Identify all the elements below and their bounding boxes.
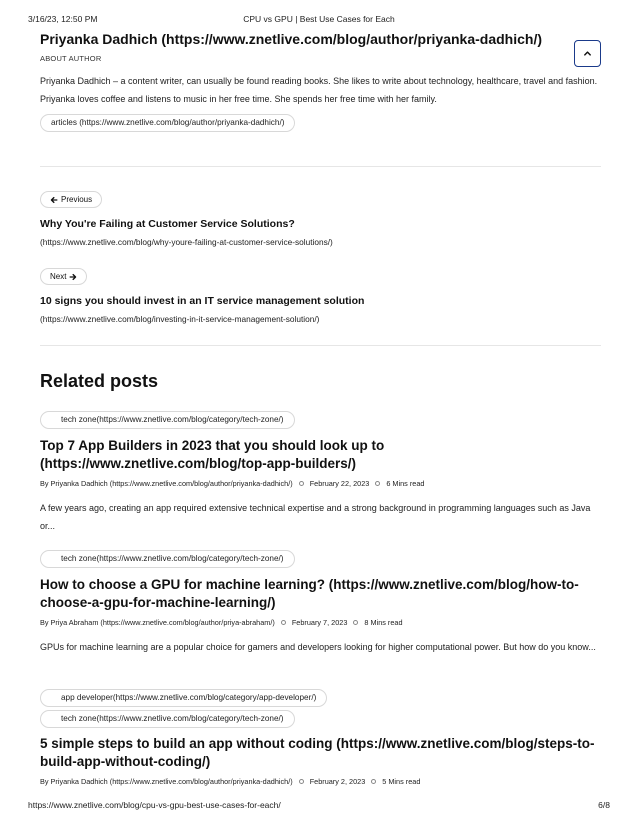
previous-post-title[interactable]: Why You're Failing at Customer Service Solutions? — [40, 218, 295, 230]
category-pill[interactable]: tech zone(https://www.znetlive.com/blog/category/tech-zone/) — [40, 411, 295, 429]
author-bio: Priyanka Dadhich – a content writer, can usually be found reading books. She likes to write about technology, healthcare, travel and fashion. Priyanka loves coffee and listens to music in her free time. She spends her free time with her family. — [40, 76, 598, 104]
print-url: https://www.znetlive.com/blog/cpu-vs-gpu-best-use-cases-for-each/ — [28, 800, 281, 810]
author-articles-link[interactable]: articles (https://www.znetlive.com/blog/author/priyanka-dadhich/) — [40, 114, 295, 132]
post-author-link[interactable]: By Priya Abraham (https://www.znetlive.com/blog/author/priya-abraham/) — [40, 618, 275, 627]
post-author-link[interactable]: By Priyanka Dadhich (https://www.znetlive.com/blog/author/priyanka-dadhich/) — [40, 479, 293, 488]
next-label: Next — [50, 272, 67, 281]
category-pill[interactable]: tech zone(https://www.znetlive.com/blog/category/tech-zone/) — [40, 550, 295, 568]
dot-separator-icon — [375, 481, 380, 486]
category-pill[interactable]: app developer(https://www.znetlive.com/blog/category/app-developer/) — [40, 689, 327, 707]
related-post-title[interactable]: Top 7 App Builders in 2023 that you should look up to (https://www.znetlive.com/blog/top-app-builders/) — [40, 438, 385, 471]
post-meta — [40, 777, 420, 786]
about-author-label: ABOUT AUTHOR — [40, 54, 102, 63]
related-post-title[interactable]: How to choose a GPU for machine learning? (https://www.znetlive.com/blog/how-to-choose-a-gpu-for-machine-learning/) — [40, 577, 579, 610]
next-post-title[interactable]: 10 signs you should invest in an IT service management solution — [40, 295, 365, 307]
post-date: February 7, 2023 — [291, 618, 348, 627]
previous-post-button[interactable] — [40, 191, 102, 208]
arrow-right-icon — [69, 273, 77, 281]
category-pill[interactable]: tech zone(https://www.znetlive.com/blog/category/tech-zone/) — [40, 710, 295, 728]
dot-separator-icon — [371, 779, 376, 784]
next-post-url[interactable]: (https://www.znetlive.com/blog/investing-in-it-service-management-solution/) — [40, 314, 320, 324]
previous-label: Previous — [61, 195, 93, 204]
post-meta — [40, 479, 424, 488]
dot-separator-icon — [281, 620, 286, 625]
post-author-link[interactable]: By Priyanka Dadhich (https://www.znetlive.com/blog/author/priyanka-dadhich/) — [40, 777, 293, 786]
post-excerpt: GPUs for machine learning are a popular choice for gamers and developers looking for higher computational power. But how do you know... — [40, 642, 596, 652]
dot-separator-icon — [299, 481, 304, 486]
post-read-time: 5 Mins read — [382, 777, 421, 786]
dot-separator-icon — [299, 779, 304, 784]
print-doc-title: CPU vs GPU | Best Use Cases for Each — [243, 14, 395, 24]
dot-separator-icon — [353, 620, 358, 625]
print-header — [28, 14, 610, 26]
post-excerpt: A few years ago, creating an app required extensive technical expertise and a strong background in programming languages such as Java or... — [40, 503, 591, 531]
author-name-link[interactable]: Priyanka Dadhich (https://www.znetlive.com/blog/author/priyanka-dadhich/) — [40, 31, 542, 47]
related-posts-heading: Related posts — [40, 371, 159, 391]
print-footer — [28, 800, 610, 812]
print-page-number: 6/8 — [598, 800, 610, 810]
divider — [40, 345, 601, 346]
scroll-to-top-button[interactable] — [574, 40, 601, 67]
arrow-left-icon — [50, 196, 58, 204]
next-post-button[interactable] — [40, 268, 87, 285]
post-read-time: 6 Mins read — [386, 479, 425, 488]
chevron-up-icon — [583, 49, 592, 58]
related-post-title[interactable]: 5 simple steps to build an app without coding (https://www.znetlive.com/blog/steps-to-build-app-without-coding/) — [40, 736, 595, 769]
previous-post-url[interactable]: (https://www.znetlive.com/blog/why-youre-failing-at-customer-service-solutions/) — [40, 237, 333, 247]
post-meta — [40, 618, 403, 627]
post-date: February 22, 2023 — [309, 479, 370, 488]
divider — [40, 166, 601, 167]
post-date: February 2, 2023 — [309, 777, 366, 786]
post-read-time: 8 Mins read — [364, 618, 403, 627]
print-datetime: 3/16/23, 12:50 PM — [28, 14, 98, 24]
